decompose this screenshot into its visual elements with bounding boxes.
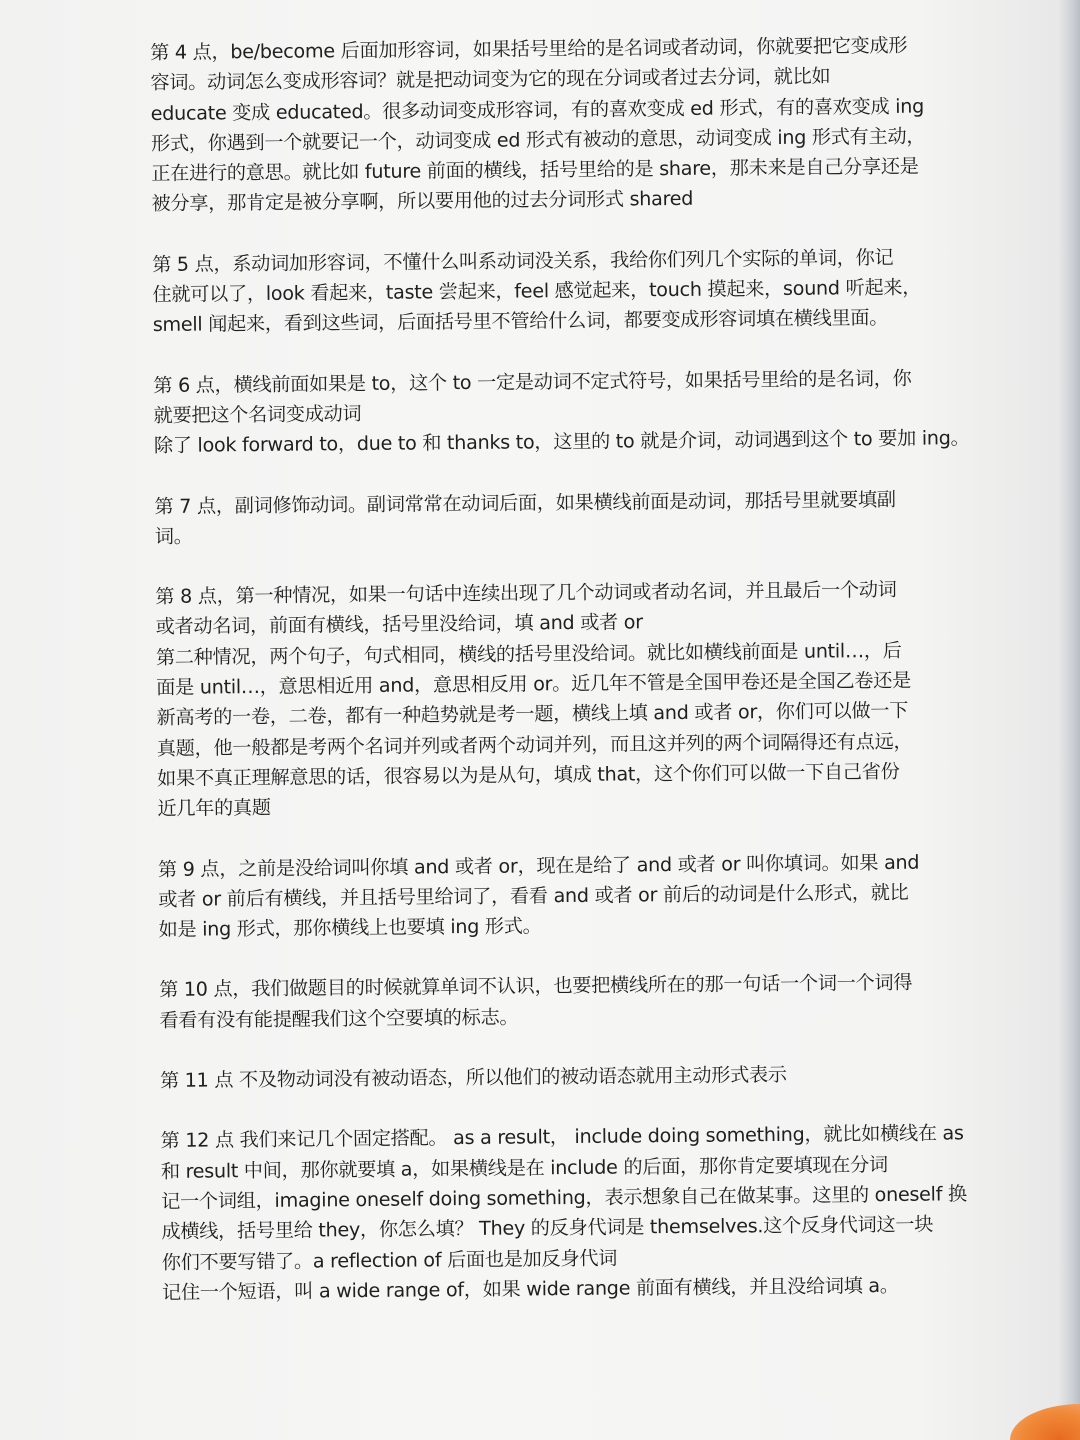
- text-line: 容词。动词怎么变成形容词？就是把动词变为它的现在分词或者过去分词，就比如: [150, 64, 831, 95]
- book-spine-edge: [1058, 0, 1080, 1440]
- text-line: 如是 ing 形式，那你横线上也要填 ing 形式。: [158, 914, 542, 942]
- point-6: [153, 363, 999, 462]
- text-line: 看看有没有能提醒我们这个空要填的标志。: [159, 1005, 519, 1032]
- text-line: 第 4 点，be/become 后面加形容词，如果括号里给的是名词或者动词，你就要把它变成形: [150, 33, 908, 64]
- text-line: 成横线，括号里给 they，你怎么填？ They 的反身代词是 themselves.这个反身代词这一块: [161, 1212, 934, 1244]
- point-8: [155, 574, 1002, 824]
- text-line: 你们不要写错了。a reflection of 后面也是加反身代词: [161, 1246, 618, 1274]
- point-9: [158, 846, 1004, 945]
- text-line: 面是 until…，意思相近用 and，意思相反用 or。近几年不管是全国甲卷还是全国乙卷还是: [156, 668, 912, 700]
- text-line: 和 result 中间，那你就要填 a，如果横线是在 include 的后面，那你肯定要填现在分词: [160, 1152, 888, 1183]
- text-line: 第 11 点 不及物动词没有被动语态，所以他们的被动语态就用主动形式表示: [159, 1062, 787, 1092]
- text-line: 词。: [154, 524, 193, 548]
- text-line: 被分享，那肯定是被分享啊，所以要用他的过去分词形式 shared: [151, 187, 694, 216]
- text-line: 就要把这个名词变成动词: [153, 401, 362, 427]
- point-5: [152, 242, 998, 341]
- text-line: 近几年的真题: [157, 796, 271, 821]
- text-line: 新高考的一卷，二卷，都有一种趋势就是考一题，横线上填 and 或者 or，你们可以做一下: [156, 699, 909, 730]
- text-line: smell 闻起来，看到这些词，后面括号里不管给什么词，都要变成形容词填在横线里面。: [152, 306, 889, 337]
- text-line: 住就可以了，look 看起来，taste 尝起来，feel 感觉起来，touch 摸起来，sound 听起来，: [152, 275, 922, 307]
- text-line: 第 6 点，横线前面如果是 to，这个 to 一定是动词不定式符号，如果括号里给的是名词，你: [153, 366, 912, 397]
- text-line: 第 12 点 我们来记几个固定搭配。 as a result， include doing something，就比如横线在 as: [160, 1121, 964, 1153]
- point-11: [160, 1058, 1005, 1096]
- text-line: 正在进行的意思。就比如 future 前面的横线，括号里给的是 share，那未来是自己分享还是: [151, 154, 919, 186]
- text-line: 第 10 点，我们做题目的时候就算单词不认识，也要把横线所在的那一句话一个词一个词得: [159, 971, 913, 1002]
- text-line: 或者 or 前后有横线，并且括号里给词了，看看 and 或者 or 前后的动词是什么形式，就比: [158, 880, 909, 911]
- text-line: 形式，你遇到一个就要记一个，动词变成 ed 形式有被动的意思，动词变成 ing 形式有主动，: [150, 124, 926, 155]
- text-line: 记住一个短语，叫 a wide range of，如果 wide range 前面有横线，并且没给词填 a。: [161, 1273, 899, 1304]
- text-line: 第 7 点，副词修饰动词。副词常常在动词后面，如果横线前面是动词，那括号里就要填副: [154, 487, 896, 518]
- text-line: educate 变成 educated。很多动词变成形容词，有的喜欢变成 ed 形式，有的喜欢变成 ing: [150, 94, 925, 125]
- text-line: 记一个词组，imagine oneself doing something，表示想象自己在做某事。这里的 oneself 换: [161, 1182, 967, 1213]
- text-line: 除了 look forward to，due to 和 thanks to，这里的 to 就是介词，动词遇到这个 to 要加 ing。: [153, 426, 970, 458]
- point-10: [159, 967, 1005, 1036]
- finger-tip: [1010, 1404, 1080, 1440]
- text-line: 第二种情况，两个句子，句式相同，横线的括号里没给词。就比如横线前面是 until…，后: [155, 638, 902, 669]
- point-4: [150, 30, 997, 220]
- text-line: 第 5 点，系动词加形容词，不懂什么叫系动词没关系，我给你们列几个实际的单词，你记: [152, 245, 894, 276]
- text-line: 或者动名词，前面有横线，括号里没给词，填 and 或者 or: [155, 610, 643, 639]
- text-line: 如果不真正理解意思的话，很容易以为是从句，填成 that，这个你们可以做一下自己省份: [156, 759, 900, 790]
- page-body: [150, 30, 1007, 1338]
- point-12: [160, 1118, 1007, 1308]
- text-line: 真题，他一般都是考两个名词并列或者两个动词并列，而且这并列的两个词隔得还有点远，: [156, 729, 913, 760]
- text-line: 第 8 点，第一种情况，如果一句话中连续出现了几个动词或者动名词，并且最后一个动词: [155, 578, 897, 609]
- point-7: [154, 483, 1000, 552]
- text-line: 第 9 点，之前是没给词叫你填 and 或者 or，现在是给了 and 或者 or 叫你填词。如果 and: [157, 850, 920, 881]
